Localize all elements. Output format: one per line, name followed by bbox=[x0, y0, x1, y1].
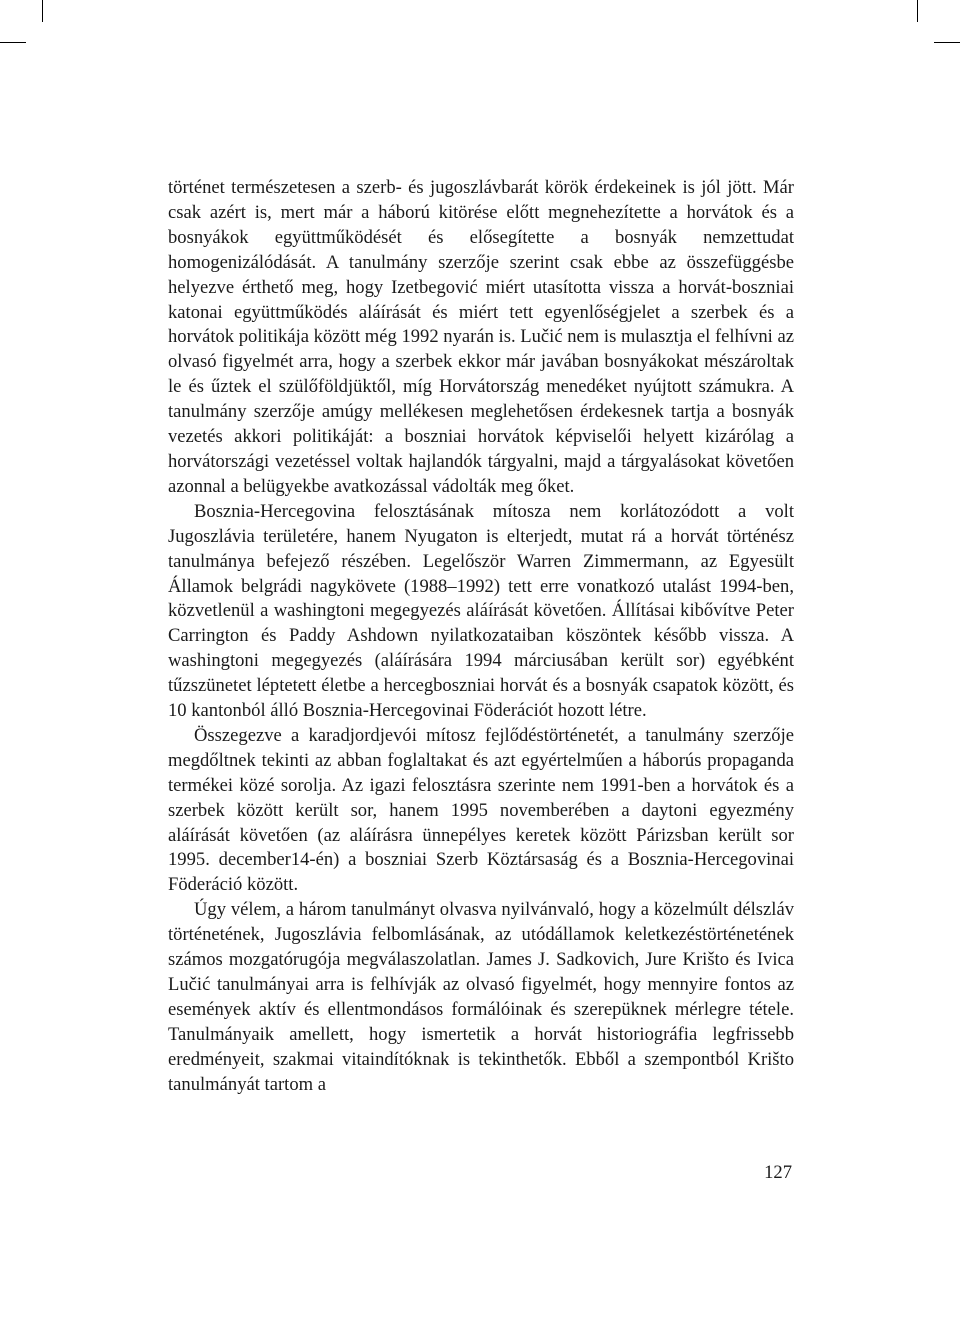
crop-mark-top-right-horizontal bbox=[934, 42, 960, 43]
paragraph-1: történet természetesen a szerb- és jugoszlávbarát körök érdekeinek is jól jött. Már csak azért is, mert már a háború kitörése előtt megnehezítette a horvátok és a bosnyákok együttműködését és elősegítette a bosnyák nemzettudat homogenizálódását. A tanulmány szerzője szerint csak ebbe az összefüggésbe helyezve érthető meg, hogy Izetbegović miért utasította vissza a horvát-boszniai katonai együttműködés aláírását és miért tett egyenlőségjelet a szerbek és a horvátok politikája között még 1992 nyarán is. Lučić nem is mulasztja el felhívni az olvasó figyelmét arra, hogy a szerbek ekkor már javában bosnyákokat mészároltak le és űztek el szülőföldjüktől, míg Horvátország menedéket nyújtott számukra. A tanulmány szerzője amúgy mellékesen meglehetősen érdekesnek tartja a bosnyák vezetés akkori politikáját: a boszniai horvátok képviselői helyett kizárólag a horvátországi vezetéssel voltak hajlandók tárgyalni, majd a tárgyalásokat követően azonnal a belügyekbe avatkozással vádolták meg őket. bbox=[168, 177, 794, 497]
crop-mark-top-right bbox=[917, 0, 918, 22]
paragraph-3: Összegezve a karadjordjevói mítosz fejlődéstörténetét, a tanulmány szerzője megdőltnek tekinti az abban foglaltakat és azt egyértelműen a háborús propaganda termékei közé sorolja. Az igazi felosztásra szerinte nem 1991-ben a horvátok és a szerbek között került sor, hanem 1995 novemberében a daytoni egyezmény aláírását követően (az aláírásra ünnepélyes keretek között Párizsban került sor 1995. december14-én) a boszniai Szerb Köztársaság és a Bosznia-Hercegovinai Föderáció között. bbox=[168, 724, 794, 896]
crop-mark-top-left bbox=[42, 0, 43, 22]
paragraph-2: Bosznia-Hercegovina felosztásának mítosza nem korlátozódott a volt Jugoszlávia területére, hanem Nyugaton is elterjedt, mutat rá a horvát történész tanulmánya befejező részében. Legelőször Warren Zimmermann, az Egyesült Államok belgrádi nagykövete (1988–1992) tett erre vonatkozó utalást 1994-ben, közvetlenül a washingtoni megegyezés aláírását követően. Állításai kibővítve Peter Carrington és Paddy Ashdown nyilatkozataiban köszöntek később vissza. A washingtoni megegyezés (aláírására 1994 márciusában került sor) egyébként tűzszünetet léptetett életbe a hercegboszniai horvát és a bosnyák csapatok között, és 10 kantonból álló Bosznia-Hercegovinai Föderációt hozott létre. bbox=[168, 500, 794, 722]
page-body bbox=[168, 176, 794, 1098]
page-number: 127 bbox=[764, 1162, 792, 1183]
crop-mark-top-left-horizontal bbox=[0, 42, 26, 43]
paragraph-4: Úgy vélem, a három tanulmányt olvasva nyilvánvaló, hogy a közelmúlt délszláv történetének, Jugoszlávia felbomlásának, az utódállamok keletkezéstörténetének számos mozgatórugója megválaszolatlan. James J. Sadkovich, Jure Krišto és Ivica Lučić tanulmányai arra is felhívják az olvasó figyelmét, hogy mennyire fontos az események aktív és ellentmondásos formálóinak és szerepüknek mérlegre tétele. Tanulmányaik amellett, hogy ismertetik a horvát historiográfia legfrissebb eredményeit, szakmai vitaindítóknak is tekinthetők. Ebből a szempontból Krišto tanulmányát tartom a bbox=[168, 899, 794, 1095]
